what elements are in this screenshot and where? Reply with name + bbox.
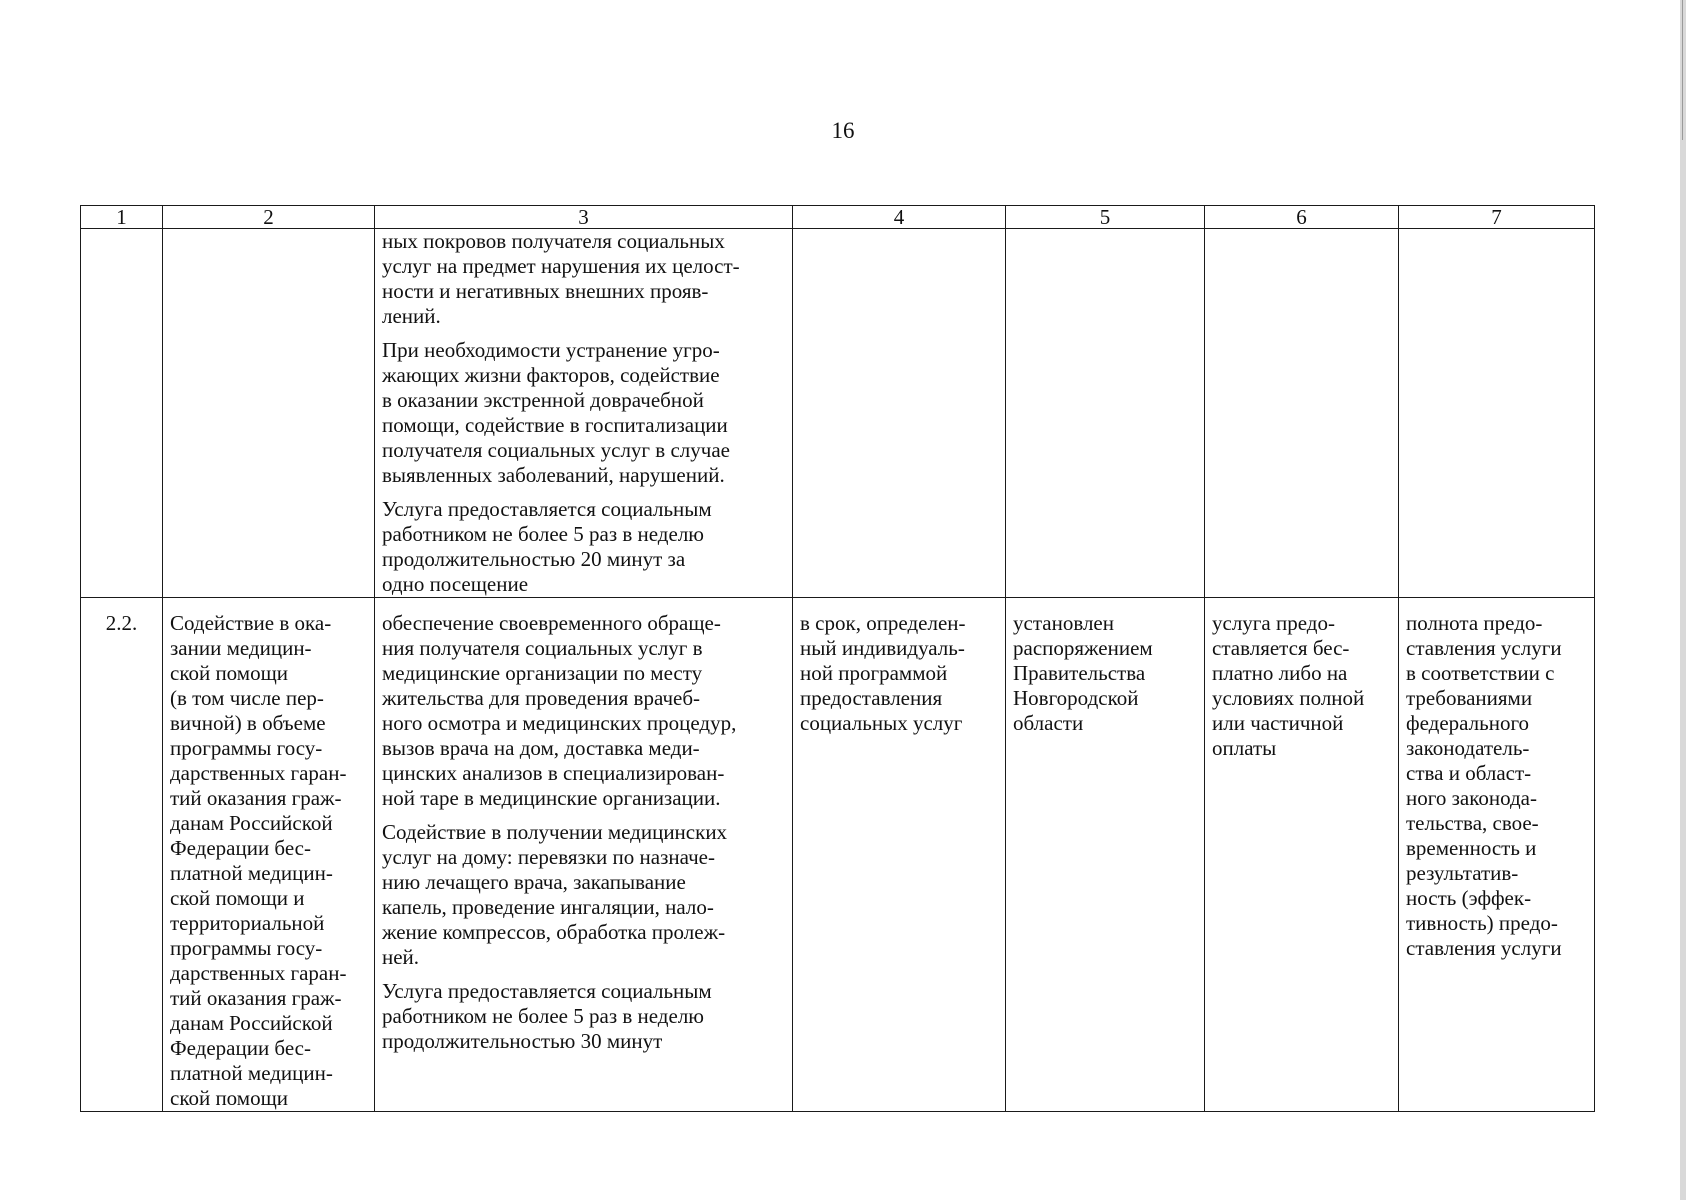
text-line: цинских анализов в специализирован-: [382, 761, 725, 785]
text-line: программы госу-: [170, 736, 323, 760]
text-line: в срок, определен-: [800, 611, 966, 635]
text-line: жение компрессов, обработка пролеж-: [382, 920, 726, 944]
text-line: жающих жизни факторов, содействие: [382, 363, 720, 387]
text-line: дарственных гаран-: [170, 761, 347, 785]
service-paragraph-3: [382, 979, 785, 1054]
text-line: ный индивидуаль-: [800, 636, 965, 660]
text-line: помощи, содействие в госпитализации: [382, 413, 728, 437]
text-line: продолжительностью 30 минут: [382, 1029, 663, 1053]
text-line: ставления услуги: [1406, 936, 1562, 960]
service-row-2-2: [81, 598, 1595, 1112]
service-payment-cell: [1205, 598, 1399, 1112]
text-line: ного законода-: [1406, 786, 1537, 810]
text-line: дарственных гаран-: [170, 961, 347, 985]
text-line: капель, проведение ингаляции, нало-: [382, 895, 714, 919]
text-line: тельства, свое-: [1406, 811, 1539, 835]
text-line: ность (эффек-: [1406, 886, 1532, 910]
text-line: законодатель-: [1406, 736, 1530, 760]
text-line: зании медицин-: [170, 636, 312, 660]
text-line: данам Российской: [170, 811, 333, 835]
text-line: федерального: [1406, 711, 1530, 735]
service-name-cell: [163, 598, 375, 1112]
text-line: ности и негативных внешних прояв-: [382, 279, 709, 303]
text-line: жительства для проведения врачеб-: [382, 686, 701, 710]
text-line: ставляется бес-: [1212, 636, 1350, 660]
text-line: или частичной: [1212, 711, 1344, 735]
header-cell-1: 1: [81, 206, 163, 229]
cont-paragraph-2: [382, 338, 785, 488]
text-line: Услуга предоставляется социальным: [382, 497, 712, 521]
text-line: ния получателя социальных услуг в: [382, 636, 703, 660]
scan-edge-line: [1682, 0, 1683, 140]
text-line: условиях полной: [1212, 686, 1365, 710]
cont-paragraph-3: [382, 497, 785, 597]
text-line: платно либо на: [1212, 661, 1348, 685]
text-line: области: [1013, 711, 1084, 735]
cont-norm-cell: [1006, 229, 1205, 598]
text-line: временность и: [1406, 836, 1537, 860]
page-number: 16: [831, 118, 855, 143]
text-line: ных покровов получателя социальных: [382, 229, 725, 253]
text-line: ставления услуги: [1406, 636, 1562, 660]
text-line: ной таре в медицинские организации.: [382, 786, 721, 810]
text-line: ней.: [382, 945, 420, 969]
cont-term-cell: [793, 229, 1006, 598]
text-line: оплаты: [1212, 736, 1277, 760]
cont-payment-cell: [1205, 229, 1399, 598]
text-line: ного осмотра и медицинских процедур,: [382, 711, 737, 735]
text-line: Федерации бес-: [170, 1036, 311, 1060]
text-line: обеспечение своевременного обраще-: [382, 611, 721, 635]
header-cell-6: 6: [1205, 206, 1399, 229]
text-line: социальных услуг: [800, 711, 963, 735]
text-line: Содействие в ока-: [170, 611, 332, 635]
text-line: данам Российской: [170, 1011, 333, 1035]
text-line: результатив-: [1406, 861, 1519, 885]
text-line: Услуга предоставляется социальным: [382, 979, 712, 1003]
header-cell-4: 4: [793, 206, 1006, 229]
text-line: ной программой: [800, 661, 948, 685]
cont-quality-cell: [1399, 229, 1595, 598]
cont-name-cell: [163, 229, 375, 598]
text-line: услуга предо-: [1212, 611, 1335, 635]
text-line: территориальной: [170, 911, 325, 935]
text-line: полнота предо-: [1406, 611, 1543, 635]
text-line: работником не более 5 раз в неделю: [382, 522, 704, 546]
text-line: получателя социальных услуг в случае: [382, 438, 730, 462]
header-cell-3: 3: [375, 206, 793, 229]
text-line: одно посещение: [382, 572, 529, 596]
service-norm-cell: [1006, 598, 1205, 1112]
text-line: тий оказания граж-: [170, 986, 342, 1010]
text-line: ской помощи и: [170, 886, 305, 910]
cont-number-cell: [81, 229, 163, 598]
text-line: услуг на дому: перевязки по назначе-: [382, 845, 715, 869]
text-line: в оказании экстренной доврачебной: [382, 388, 704, 412]
header-cell-5: 5: [1006, 206, 1205, 229]
text-line: тий оказания граж-: [170, 786, 342, 810]
text-line: тивность) предо-: [1406, 911, 1558, 935]
text-line: установлен: [1013, 611, 1114, 635]
text-line: нию лечащего врача, закапывание: [382, 870, 686, 894]
text-line: ской помощи: [170, 1086, 288, 1110]
service-paragraph-1: [382, 611, 785, 811]
scan-edge: [1680, 0, 1686, 1200]
text-line: в соответствии с: [1406, 661, 1555, 685]
text-line: предоставления: [800, 686, 943, 710]
text-line: платной медицин-: [170, 861, 333, 885]
text-line: вызов врача на дом, доставка меди-: [382, 736, 700, 760]
cont-description-cell: [375, 229, 793, 598]
service-description-cell: [375, 598, 793, 1112]
text-line: услуг на предмет нарушения их целост-: [382, 254, 740, 278]
header-cell-2: 2: [163, 206, 375, 229]
header-row: [81, 206, 1595, 229]
text-line: лений.: [382, 304, 441, 328]
text-line: ской помощи: [170, 661, 288, 685]
service-term-cell: [793, 598, 1006, 1112]
text-line: требованиями: [1406, 686, 1533, 710]
service-quality-cell: [1399, 598, 1595, 1112]
text-line: (в том числе пер-: [170, 686, 324, 710]
text-line: Новгородской: [1013, 686, 1139, 710]
text-line: платной медицин-: [170, 1061, 333, 1085]
text-line: распоряжением: [1013, 636, 1153, 660]
service-number-cell: 2.2.: [81, 598, 163, 1112]
text-line: При необходимости устранение угро-: [382, 338, 720, 362]
text-line: вичной) в объеме: [170, 711, 326, 735]
text-line: работником не более 5 раз в неделю: [382, 1004, 704, 1028]
text-line: медицинские организации по месту: [382, 661, 703, 685]
header-cell-7: 7: [1399, 206, 1595, 229]
text-line: выявленных заболеваний, нарушений.: [382, 463, 725, 487]
text-line: Федерации бес-: [170, 836, 311, 860]
services-table: [80, 205, 1595, 1112]
text-line: Содействие в получении медицинских: [382, 820, 728, 844]
text-line: продолжительностью 20 минут за: [382, 547, 686, 571]
text-line: программы госу-: [170, 936, 323, 960]
cont-paragraph-1: [382, 229, 785, 329]
text-line: ства и област-: [1406, 761, 1532, 785]
service-paragraph-2: [382, 820, 785, 970]
text-line: Правительства: [1013, 661, 1146, 685]
continuation-row: [81, 229, 1595, 598]
